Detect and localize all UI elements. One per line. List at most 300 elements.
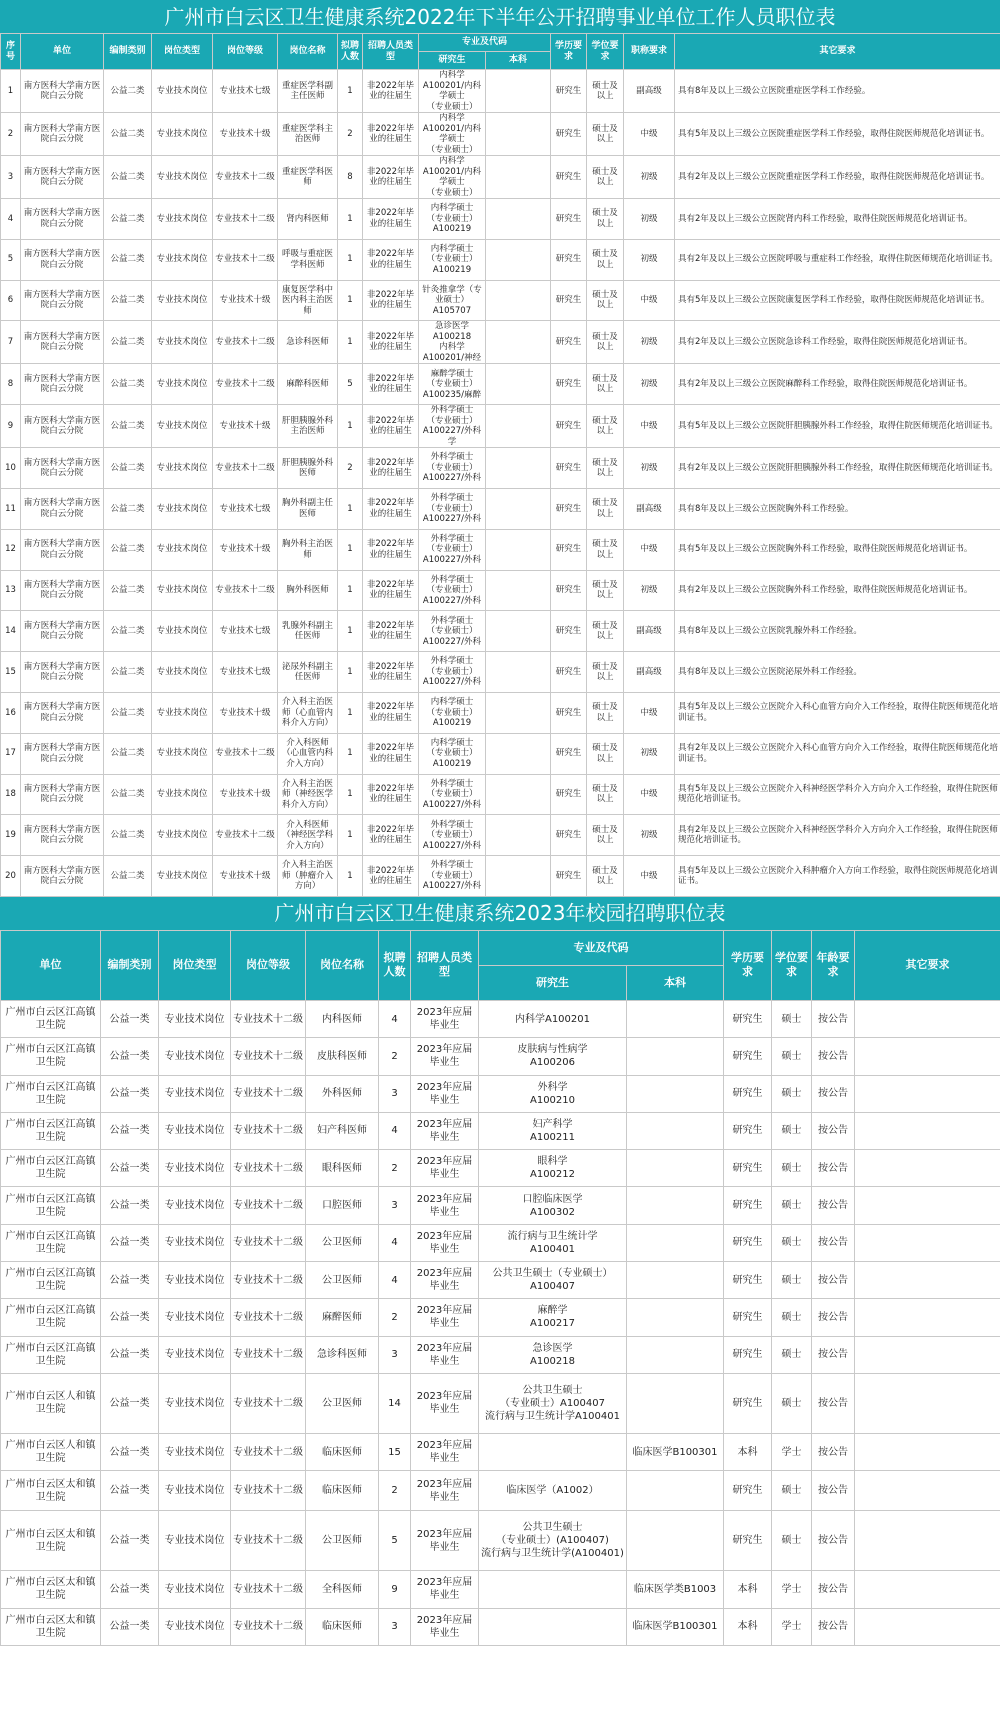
cell-degree: 硕士及以上: [587, 611, 624, 652]
col2-recruit-type: 招聘人员类型: [411, 930, 479, 1000]
cell-degree: 硕士: [772, 1336, 812, 1373]
cell-post-level: 专业技术十二级: [231, 1038, 306, 1075]
cell-other: 具有2年及以上三级公立医院介入科神经医学科介入方向介入工作经验，取得住院医师规范化培训证书。: [675, 815, 1000, 856]
cell-category: 公益一类: [101, 1373, 159, 1433]
cell-education: 研究生: [551, 280, 587, 321]
cell-post-name: 泌尿外科副主任医师: [278, 652, 338, 693]
cell-education: 研究生: [724, 1373, 772, 1433]
cell-education: 研究生: [551, 70, 587, 113]
table-row: [1, 199, 1000, 240]
cell-count: 1: [338, 321, 363, 364]
cell-undergrad: [627, 1336, 724, 1373]
cell-undergrad: [627, 1224, 724, 1261]
table-row: [1, 448, 1000, 489]
col-post-type: 岗位类型: [152, 34, 213, 70]
cell-category: 公益二类: [104, 405, 152, 448]
table-row: [1, 1433, 1000, 1470]
cell-post-type: 专业技术岗位: [159, 1373, 231, 1433]
cell-category: 公益一类: [101, 1299, 159, 1336]
table-row: [1, 1224, 1000, 1261]
cell-count: 4: [379, 1112, 411, 1149]
cell-education: 研究生: [724, 1299, 772, 1336]
cell-post-name: 公卫医师: [306, 1511, 379, 1571]
cell-degree: 硕士及以上: [587, 364, 624, 405]
cell-unit: 广州市白云区江高镇卫生院: [1, 1000, 101, 1037]
cell-count: 1: [338, 774, 363, 815]
cell-title-req: 中级: [624, 280, 675, 321]
cell-unit: 广州市白云区江高镇卫生院: [1, 1224, 101, 1261]
cell-undergrad: [627, 1471, 724, 1511]
cell-count: 3: [379, 1336, 411, 1373]
cell-count: 2: [379, 1299, 411, 1336]
cell-education: 研究生: [551, 856, 587, 897]
cell-undergrad: [486, 692, 551, 733]
cell-post-level: 专业技术十二级: [231, 1262, 306, 1299]
cell-age: 按公告: [812, 1112, 855, 1149]
cell-education: 研究生: [551, 774, 587, 815]
cell-degree: 硕士: [772, 1150, 812, 1187]
table-row: [1, 856, 1000, 897]
cell-unit: 广州市白云区江高镇卫生院: [1, 1075, 101, 1112]
cell-recruit-type: 非2022年毕业的往届生: [363, 199, 419, 240]
cell-recruit-type: 2023年应届毕业生: [411, 1373, 479, 1433]
cell-undergrad: [486, 113, 551, 156]
cell-seq: 15: [1, 652, 21, 693]
cell-count: 1: [338, 70, 363, 113]
cell-recruit-type: 2023年应届毕业生: [411, 1000, 479, 1037]
cell-count: 4: [379, 1224, 411, 1261]
table-row: [1, 113, 1000, 156]
cell-unit: 南方医科大学南方医院白云分院: [21, 364, 104, 405]
cell-degree: 硕士及以上: [587, 692, 624, 733]
cell-age: 按公告: [812, 1433, 855, 1470]
cell-category: 公益二类: [104, 815, 152, 856]
cell-count: 5: [338, 364, 363, 405]
table-row: [1, 70, 1000, 113]
cell-post-type: 专业技术岗位: [159, 1299, 231, 1336]
cell-education: 研究生: [724, 1187, 772, 1224]
cell-grad: 外科学硕士 （专业硕士） A100227/外科: [419, 611, 486, 652]
cell-count: 5: [379, 1511, 411, 1571]
cell-post-type: 专业技术岗位: [159, 1608, 231, 1645]
cell-undergrad: [486, 156, 551, 199]
cell-post-name: 急诊科医师: [278, 321, 338, 364]
cell-title-req: 初级: [624, 570, 675, 611]
col2-age: 年龄要求: [812, 930, 855, 1000]
cell-post-level: 专业技术十级: [213, 856, 278, 897]
cell-title-req: 副高级: [624, 652, 675, 693]
cell-recruit-type: 2023年应届毕业生: [411, 1075, 479, 1112]
cell-other: 具有2年及以上三级公立医院急诊科工作经验，取得住院医师规范化培训证书。: [675, 321, 1000, 364]
cell-category: 公益二类: [104, 733, 152, 774]
cell-category: 公益一类: [101, 1608, 159, 1645]
cell-other: 具有2年及以上三级公立医院重症医学科工作经验，取得住院医师规范化培训证书。: [675, 156, 1000, 199]
col-recruit-type: 招聘人员类型: [363, 34, 419, 70]
cell-post-type: 专业技术岗位: [152, 529, 213, 570]
cell-other: [855, 1262, 1000, 1299]
cell-category: 公益二类: [104, 488, 152, 529]
cell-category: 公益一类: [101, 1112, 159, 1149]
col2-grad: 研究生: [479, 965, 627, 1000]
cell-count: 1: [338, 652, 363, 693]
cell-post-name: 胸外科医师: [278, 570, 338, 611]
cell-post-type: 专业技术岗位: [159, 1433, 231, 1470]
cell-education: 研究生: [551, 239, 587, 280]
cell-post-type: 专业技术岗位: [152, 405, 213, 448]
cell-degree: 硕士及以上: [587, 733, 624, 774]
cell-title-req: 初级: [624, 364, 675, 405]
cell-post-level: 专业技术十级: [213, 692, 278, 733]
table-row: [1, 1571, 1000, 1608]
cell-other: [855, 1224, 1000, 1261]
cell-grad: 眼科学 A100212: [479, 1150, 627, 1187]
cell-education: 研究生: [724, 1075, 772, 1112]
cell-post-name: 眼科医师: [306, 1150, 379, 1187]
cell-grad: 外科学硕士 （专业硕士） A100227/外科: [419, 570, 486, 611]
cell-post-name: 呼吸与重症医学科医师: [278, 239, 338, 280]
table-row: [1, 1187, 1000, 1224]
cell-undergrad: [627, 1038, 724, 1075]
cell-other: 具有5年及以上三级公立医院介入科心血管方向介入工作经验，取得住院医师规范化培训证书。: [675, 692, 1000, 733]
cell-age: 按公告: [812, 1038, 855, 1075]
cell-undergrad: [486, 199, 551, 240]
cell-post-type: 专业技术岗位: [152, 113, 213, 156]
cell-category: 公益二类: [104, 280, 152, 321]
cell-unit: 广州市白云区人和镇卫生院: [1, 1433, 101, 1470]
cell-seq: 4: [1, 199, 21, 240]
col-other: 其它要求: [675, 34, 1000, 70]
cell-title-req: 副高级: [624, 611, 675, 652]
cell-count: 9: [379, 1571, 411, 1608]
table-row: [1, 321, 1000, 364]
cell-post-level: 专业技术十二级: [231, 1150, 306, 1187]
cell-education: 研究生: [724, 1224, 772, 1261]
cell-post-level: 专业技术十级: [213, 529, 278, 570]
cell-unit: 南方医科大学南方医院白云分院: [21, 733, 104, 774]
cell-grad: 针灸推拿学（专业硕士） A105707: [419, 280, 486, 321]
cell-category: 公益二类: [104, 652, 152, 693]
cell-post-type: 专业技术岗位: [152, 815, 213, 856]
cell-post-type: 专业技术岗位: [159, 1038, 231, 1075]
cell-other: 具有2年及以上三级公立医院肝胆胰腺外科工作经验，取得住院医师规范化培训证书。: [675, 448, 1000, 489]
cell-post-name: 临床医师: [306, 1471, 379, 1511]
cell-education: 研究生: [551, 199, 587, 240]
cell-age: 按公告: [812, 1373, 855, 1433]
cell-post-name: 公卫医师: [306, 1224, 379, 1261]
table-row: [1, 733, 1000, 774]
cell-recruit-type: 非2022年毕业的往届生: [363, 364, 419, 405]
cell-undergrad: [627, 1262, 724, 1299]
cell-post-level: 专业技术十级: [213, 280, 278, 321]
cell-education: 研究生: [724, 1511, 772, 1571]
cell-post-level: 专业技术十级: [213, 774, 278, 815]
cell-category: 公益二类: [104, 529, 152, 570]
cell-grad: 口腔临床医学 A100302: [479, 1187, 627, 1224]
cell-grad: 外科学硕士 （专业硕士） A100227/外科: [419, 652, 486, 693]
cell-seq: 17: [1, 733, 21, 774]
cell-seq: 7: [1, 321, 21, 364]
cell-post-name: 临床医师: [306, 1433, 379, 1470]
cell-post-type: 专业技术岗位: [152, 70, 213, 113]
cell-unit: 南方医科大学南方医院白云分院: [21, 652, 104, 693]
cell-education: 研究生: [724, 1262, 772, 1299]
cell-post-level: 专业技术十二级: [231, 1471, 306, 1511]
cell-seq: 13: [1, 570, 21, 611]
cell-category: 公益二类: [104, 448, 152, 489]
cell-recruit-type: 非2022年毕业的往届生: [363, 733, 419, 774]
cell-age: 按公告: [812, 1075, 855, 1112]
cell-degree: 硕士及以上: [587, 529, 624, 570]
cell-undergrad: [486, 529, 551, 570]
cell-unit: 广州市白云区江高镇卫生院: [1, 1336, 101, 1373]
cell-post-type: 专业技术岗位: [152, 856, 213, 897]
cell-degree: 硕士及以上: [587, 280, 624, 321]
table-row: [1, 156, 1000, 199]
cell-education: 研究生: [551, 488, 587, 529]
cell-seq: 9: [1, 405, 21, 448]
cell-undergrad: [486, 239, 551, 280]
cell-seq: 1: [1, 70, 21, 113]
cell-education: 本科: [724, 1571, 772, 1608]
cell-seq: 20: [1, 856, 21, 897]
cell-count: 1: [338, 856, 363, 897]
cell-category: 公益二类: [104, 321, 152, 364]
table2-title: 广州市白云区卫生健康系统2023年校园招聘职位表: [0, 897, 1000, 930]
cell-age: 按公告: [812, 1150, 855, 1187]
col2-education: 学历要求: [724, 930, 772, 1000]
cell-grad: 外科学硕士 （专业硕士） A100227/外科: [419, 529, 486, 570]
cell-post-name: 胸外科主治医师: [278, 529, 338, 570]
cell-degree: 硕士及以上: [587, 70, 624, 113]
cell-category: 公益二类: [104, 774, 152, 815]
cell-undergrad: [627, 1299, 724, 1336]
cell-other: 具有8年及以上三级公立医院重症医学科工作经验。: [675, 70, 1000, 113]
cell-recruit-type: 非2022年毕业的往届生: [363, 70, 419, 113]
cell-grad: 外科学硕士 （专业硕士） A100227/外科: [419, 774, 486, 815]
cell-age: 按公告: [812, 1511, 855, 1571]
cell-grad: 公共卫生硕士（专业硕士） A100407: [479, 1262, 627, 1299]
cell-post-type: 专业技术岗位: [152, 364, 213, 405]
cell-category: 公益一类: [101, 1471, 159, 1511]
cell-category: 公益一类: [101, 1150, 159, 1187]
cell-post-type: 专业技术岗位: [152, 156, 213, 199]
cell-seq: 2: [1, 113, 21, 156]
cell-age: 按公告: [812, 1608, 855, 1645]
cell-degree: 硕士: [772, 1224, 812, 1261]
cell-recruit-type: 2023年应届毕业生: [411, 1571, 479, 1608]
cell-education: 研究生: [551, 364, 587, 405]
cell-category: 公益一类: [101, 1511, 159, 1571]
cell-post-level: 专业技术十二级: [213, 156, 278, 199]
cell-unit: 南方医科大学南方医院白云分院: [21, 70, 104, 113]
cell-degree: 硕士及以上: [587, 156, 624, 199]
cell-unit: 南方医科大学南方医院白云分院: [21, 405, 104, 448]
cell-post-name: 外科医师: [306, 1075, 379, 1112]
cell-post-type: 专业技术岗位: [152, 692, 213, 733]
cell-post-level: 专业技术十二级: [231, 1373, 306, 1433]
cell-post-type: 专业技术岗位: [152, 488, 213, 529]
cell-post-name: 临床医师: [306, 1608, 379, 1645]
cell-undergrad: [486, 652, 551, 693]
col2-post-level: 岗位等级: [231, 930, 306, 1000]
cell-post-type: 专业技术岗位: [159, 1112, 231, 1149]
cell-title-req: 中级: [624, 405, 675, 448]
cell-grad: 外科学硕士 （专业硕士） A100227/外科: [419, 815, 486, 856]
cell-recruit-type: 非2022年毕业的往届生: [363, 570, 419, 611]
cell-category: 公益一类: [101, 1075, 159, 1112]
cell-degree: 硕士: [772, 1187, 812, 1224]
cell-age: 按公告: [812, 1187, 855, 1224]
cell-post-name: 麻醉科医师: [278, 364, 338, 405]
cell-count: 1: [338, 611, 363, 652]
cell-undergrad: [486, 488, 551, 529]
cell-unit: 南方医科大学南方医院白云分院: [21, 156, 104, 199]
cell-post-level: 专业技术十二级: [231, 1433, 306, 1470]
cell-unit: 南方医科大学南方医院白云分院: [21, 280, 104, 321]
cell-seq: 3: [1, 156, 21, 199]
cell-post-level: 专业技术十二级: [213, 199, 278, 240]
cell-post-name: 康复医学科中医内科主治医师: [278, 280, 338, 321]
cell-category: 公益一类: [101, 1571, 159, 1608]
cell-other: [855, 1187, 1000, 1224]
cell-undergrad: 临床医学类B1003: [627, 1571, 724, 1608]
col2-other: 其它要求: [855, 930, 1000, 1000]
cell-unit: 广州市白云区江高镇卫生院: [1, 1038, 101, 1075]
cell-post-name: 口腔医师: [306, 1187, 379, 1224]
cell-title-req: 中级: [624, 692, 675, 733]
cell-recruit-type: 非2022年毕业的往届生: [363, 239, 419, 280]
cell-title-req: 初级: [624, 156, 675, 199]
cell-education: 研究生: [551, 448, 587, 489]
cell-category: 公益二类: [104, 156, 152, 199]
cell-seq: 18: [1, 774, 21, 815]
cell-degree: 硕士及以上: [587, 652, 624, 693]
cell-grad: 急诊医学 A100218: [479, 1336, 627, 1373]
cell-post-name: 介入科医师（神经医学科介入方向）: [278, 815, 338, 856]
cell-category: 公益二类: [104, 113, 152, 156]
cell-post-level: 专业技术七级: [213, 70, 278, 113]
cell-post-level: 专业技术十二级: [231, 1511, 306, 1571]
cell-degree: 硕士及以上: [587, 199, 624, 240]
cell-unit: 广州市白云区太和镇卫生院: [1, 1471, 101, 1511]
col-seq: 序号: [1, 34, 21, 70]
cell-education: 研究生: [724, 1112, 772, 1149]
cell-degree: 硕士及以上: [587, 488, 624, 529]
cell-count: 2: [338, 448, 363, 489]
cell-undergrad: 临床医学B100301: [627, 1608, 724, 1645]
cell-grad: 公共卫生硕士 （专业硕士）(A100407) 流行病与卫生统计学(A100401): [479, 1511, 627, 1571]
cell-undergrad: [486, 856, 551, 897]
cell-education: 本科: [724, 1433, 772, 1470]
cell-seq: 14: [1, 611, 21, 652]
cell-unit: 广州市白云区太和镇卫生院: [1, 1511, 101, 1571]
cell-undergrad: [627, 1112, 724, 1149]
cell-degree: 硕士: [772, 1471, 812, 1511]
cell-recruit-type: 2023年应届毕业生: [411, 1187, 479, 1224]
cell-category: 公益二类: [104, 239, 152, 280]
cell-unit: 南方医科大学南方医院白云分院: [21, 529, 104, 570]
cell-unit: 广州市白云区太和镇卫生院: [1, 1571, 101, 1608]
cell-education: 研究生: [551, 652, 587, 693]
cell-other: 具有8年及以上三级公立医院泌尿外科工作经验。: [675, 652, 1000, 693]
table-row: [1, 1262, 1000, 1299]
cell-education: 研究生: [724, 1038, 772, 1075]
cell-grad: [479, 1608, 627, 1645]
cell-unit: 南方医科大学南方医院白云分院: [21, 774, 104, 815]
cell-recruit-type: 非2022年毕业的往届生: [363, 692, 419, 733]
cell-education: 研究生: [724, 1471, 772, 1511]
cell-count: 2: [379, 1150, 411, 1187]
cell-title-req: 初级: [624, 448, 675, 489]
cell-recruit-type: 2023年应届毕业生: [411, 1224, 479, 1261]
col-title-req: 职称要求: [624, 34, 675, 70]
cell-grad: 内科学 A100201/内科学硕士 （专业硕士）: [419, 70, 486, 113]
cell-degree: 硕士: [772, 1075, 812, 1112]
cell-post-level: 专业技术十二级: [231, 1187, 306, 1224]
cell-undergrad: [627, 1373, 724, 1433]
cell-count: 2: [338, 113, 363, 156]
cell-other: [855, 1112, 1000, 1149]
cell-recruit-type: 2023年应届毕业生: [411, 1112, 479, 1149]
cell-other: [855, 1038, 1000, 1075]
cell-post-level: 专业技术十二级: [231, 1571, 306, 1608]
col2-post-name: 岗位名称: [306, 930, 379, 1000]
cell-degree: 硕士: [772, 1299, 812, 1336]
col2-category: 编制类别: [101, 930, 159, 1000]
cell-title-req: 初级: [624, 239, 675, 280]
cell-other: [855, 1433, 1000, 1470]
cell-post-level: 专业技术十二级: [213, 448, 278, 489]
cell-grad: 外科学硕士 （专业硕士） A100227/外科: [419, 448, 486, 489]
cell-undergrad: [486, 280, 551, 321]
cell-seq: 5: [1, 239, 21, 280]
col-count: 拟聘人数: [338, 34, 363, 70]
cell-post-name: 乳腺外科副主任医师: [278, 611, 338, 652]
cell-unit: 南方医科大学南方医院白云分院: [21, 692, 104, 733]
cell-other: 具有2年及以上三级公立医院胸外科工作经验，取得住院医师规范化培训证书。: [675, 570, 1000, 611]
cell-undergrad: [627, 1000, 724, 1037]
cell-unit: 广州市白云区江高镇卫生院: [1, 1262, 101, 1299]
cell-seq: 11: [1, 488, 21, 529]
cell-post-type: 专业技术岗位: [159, 1571, 231, 1608]
cell-category: 公益一类: [101, 1224, 159, 1261]
col-grad: 研究生: [419, 52, 486, 70]
cell-count: 4: [379, 1000, 411, 1037]
col-degree: 学位要求: [587, 34, 624, 70]
cell-grad: 内科学硕士 （专业硕士） A100219: [419, 199, 486, 240]
cell-unit: 广州市白云区江高镇卫生院: [1, 1112, 101, 1149]
cell-undergrad: [486, 774, 551, 815]
cell-recruit-type: 2023年应届毕业生: [411, 1608, 479, 1645]
cell-category: 公益二类: [104, 692, 152, 733]
cell-post-type: 专业技术岗位: [152, 448, 213, 489]
cell-education: 研究生: [551, 692, 587, 733]
col-post-level: 岗位等级: [213, 34, 278, 70]
cell-category: 公益二类: [104, 856, 152, 897]
cell-recruit-type: 非2022年毕业的往届生: [363, 113, 419, 156]
cell-degree: 硕士及以上: [587, 239, 624, 280]
cell-degree: 硕士及以上: [587, 448, 624, 489]
cell-post-level: 专业技术十二级: [231, 1075, 306, 1112]
cell-undergrad: 临床医学B100301: [627, 1433, 724, 1470]
cell-post-name: 全科医师: [306, 1571, 379, 1608]
cell-education: 研究生: [724, 1150, 772, 1187]
cell-recruit-type: 非2022年毕业的往届生: [363, 652, 419, 693]
cell-other: [855, 1150, 1000, 1187]
cell-title-req: 副高级: [624, 70, 675, 113]
cell-undergrad: [486, 570, 551, 611]
table-row: [1, 611, 1000, 652]
